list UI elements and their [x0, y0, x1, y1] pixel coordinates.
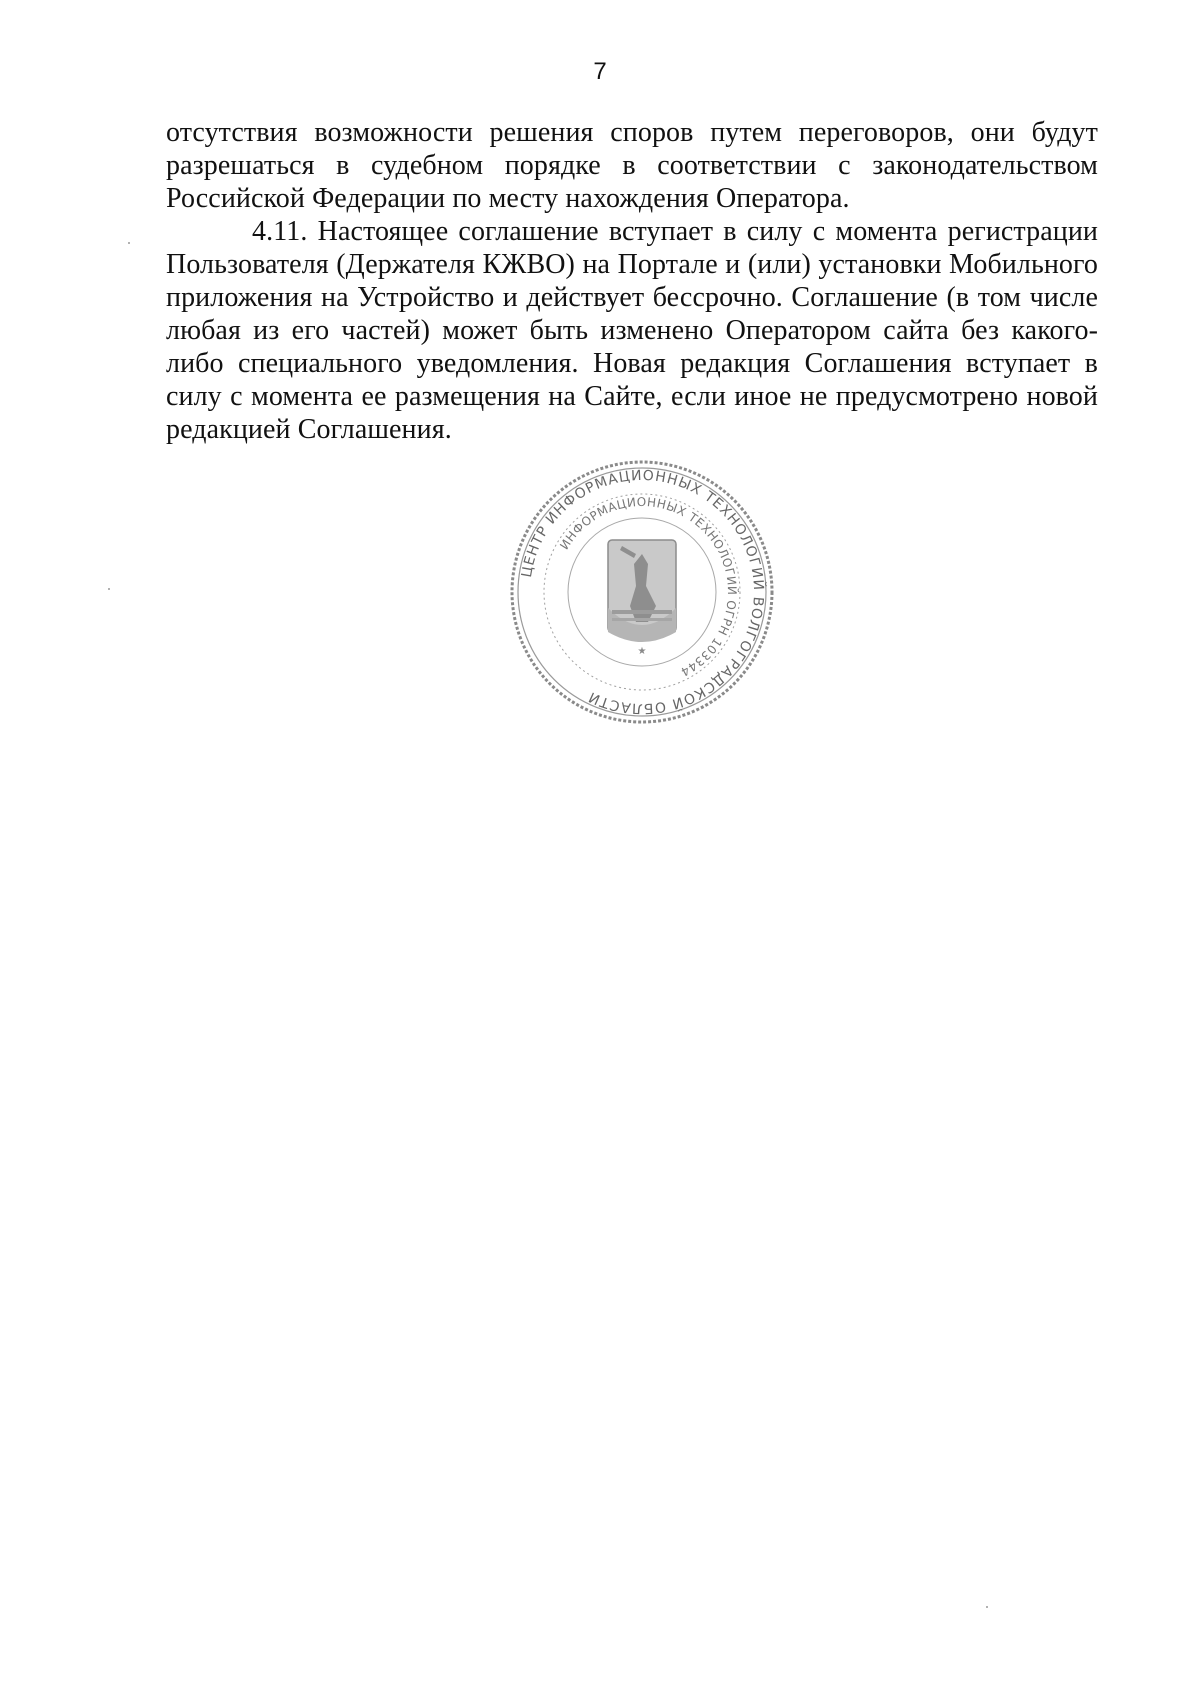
scan-speck	[986, 1606, 988, 1608]
page-number: 7	[593, 58, 607, 85]
official-seal	[508, 458, 776, 726]
document-body	[166, 116, 1098, 446]
paragraph-continuation: отсутствия возможности решения споров путем переговоров, они будут разрешаться в судебном порядке в соответствии с законодательством Российской Федерации по месту нахождения Оператора.	[166, 117, 1098, 214]
seal-star-icon: ★	[637, 646, 647, 657]
paragraph-clause-4-11: 4.11. Настоящее соглашение вступает в силу с момента регистрации Пользователя (Держателя КЖВО) на Портале и (или) установки Мобильного приложения на Устройство и действует бессрочно. Соглашение (в том числе любая из его частей) может быть изменено Оператором сайта без какого-либо специального уведомления. Новая редакция Соглашения вступает в силу с момента ее размещения на Сайте, если иное не предусмотрено новой редакцией Соглашения.	[166, 216, 1098, 445]
seal-outer-text: ЦЕНТР ИНФОРМАЦИОННЫХ ТЕХНОЛОГИЙ ВОЛГОГРАДСКОЙ ОБЛАСТИ	[518, 467, 767, 717]
scan-speck	[128, 242, 130, 244]
scan-speck	[108, 588, 110, 590]
seal-inner-text: ИНФОРМАЦИОННЫХ ТЕХНОЛОГИЙ ОГРН 103344	[557, 494, 740, 680]
seal-graphic	[508, 458, 776, 726]
coat-of-arms-icon	[608, 540, 676, 642]
